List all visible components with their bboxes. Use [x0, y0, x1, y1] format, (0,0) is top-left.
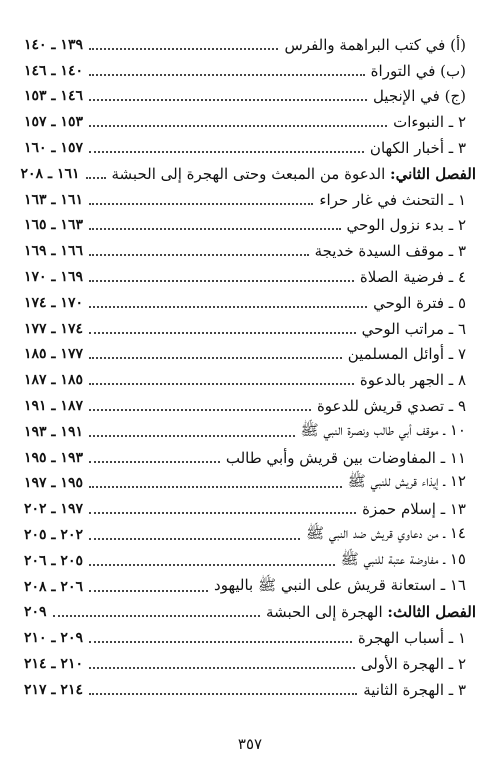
page-range: ١٤٦ ـ ١٥٣	[24, 88, 83, 105]
page-range: ٢٠٥ ـ ٢٠٦	[24, 552, 83, 569]
entry-title: ٨ ـ الجهر بالدعوة	[359, 371, 466, 390]
entry-title: ٤ ـ فرضية الصلاة	[359, 268, 466, 287]
dot-leader	[89, 511, 356, 514]
entry-title: ٥ ـ فترة الوحي	[373, 293, 466, 312]
dot-leader	[89, 666, 355, 669]
page-number: ٣٥٧	[237, 735, 263, 753]
dot-leader	[89, 305, 367, 308]
toc-entry	[24, 445, 476, 471]
toc-entry	[24, 58, 476, 84]
dot-leader	[89, 563, 335, 566]
dot-leader	[89, 537, 300, 540]
chapter-label: الفصل الثاني:	[390, 164, 476, 183]
page-range: ١٤٠ ـ ١٤٦	[24, 62, 83, 79]
dot-leader	[89, 382, 354, 385]
dot-leader	[89, 485, 342, 488]
toc-entry	[24, 290, 476, 316]
dot-leader	[89, 73, 365, 76]
dot-leader	[89, 460, 220, 463]
entry-title: ١ ـ التحنث في غار حراء	[319, 190, 466, 209]
entry-title: (ج) في الإنجيل	[372, 87, 466, 106]
page-range: ١٦٦ ـ ١٦٩	[24, 243, 83, 260]
entry-title: ٢ ـ النبوءات	[393, 113, 466, 132]
dot-leader	[53, 614, 260, 617]
dot-leader	[89, 227, 341, 230]
entry-title: ٣ ـ أخبار الكهان	[369, 139, 466, 158]
entry-title: ١٣ ـ إسلام حمزة	[362, 500, 466, 519]
entry-title: ٣ ـ موقف السيدة خديجة	[314, 242, 466, 261]
page-range: ٢٠٦ ـ ٢٠٨	[24, 578, 83, 595]
toc-entry	[24, 187, 476, 213]
entry-title: ٣ ـ الهجرة الثانية	[363, 680, 466, 699]
page-range: ١٦١ ـ ١٦٣	[24, 191, 83, 208]
entry-title: ١ ـ أسباب الهجرة	[357, 629, 466, 648]
dot-leader	[89, 589, 208, 592]
chapter-heading	[20, 161, 476, 187]
page-range: ٢٠٩	[24, 604, 47, 621]
entry-title: ٢ ـ الهجرة الأولى	[360, 655, 466, 674]
entry-title: ١٦ ـ استعانة قريش على النبي ﷺ باليهود	[214, 575, 466, 594]
dot-leader	[89, 253, 309, 256]
page-range: ١٨٥ ـ ١٨٧	[24, 372, 83, 389]
toc-entry	[24, 522, 476, 548]
dot-leader	[89, 47, 279, 50]
toc-entry	[24, 651, 476, 677]
dot-leader	[89, 692, 357, 695]
dot-leader	[89, 150, 364, 153]
entry-title: ١٥ ـ مفاوضة عتبة للنبي ﷺ	[340, 549, 466, 568]
toc-entry	[24, 471, 476, 497]
page-range: ١٦٩ ـ ١٧٠	[24, 269, 83, 286]
entry-title: ٢ ـ بدء نزول الوحي	[346, 216, 466, 235]
toc-entry	[24, 574, 476, 600]
chapter-title	[266, 603, 476, 621]
toc-entry	[24, 213, 476, 239]
page-range: ٢١٠ ـ ٢١٤	[24, 656, 83, 673]
chapter-subject: الهجرة إلى الحبشة	[266, 603, 388, 622]
page-range: ١٣٩ ـ ١٤٠	[24, 36, 83, 53]
dot-leader	[89, 434, 295, 437]
entry-title: ١٢ ـ إيذاء قريش للنبي ﷺ	[347, 472, 466, 491]
page-range: ١٨٧ ـ ١٩١	[24, 398, 83, 415]
entry-title: ١٤ ـ من دعاوي قريش ضد النبي ﷺ	[305, 524, 466, 543]
dot-leader	[89, 279, 354, 282]
page-range: ١٧٤ ـ ١٧٧	[24, 320, 83, 337]
toc-entry	[24, 84, 476, 110]
toc-entry	[24, 419, 476, 445]
toc-entry	[24, 238, 476, 264]
entry-title: (ب) في التوراة	[370, 61, 466, 80]
chapter-heading	[24, 600, 476, 626]
page-range: ٢١٤ ـ ٢١٧	[24, 681, 83, 698]
toc-entry	[24, 677, 476, 703]
toc-entry	[24, 393, 476, 419]
entry-title: ١١ ـ المفاوضات بين قريش وأبي طالب	[225, 448, 466, 467]
page-range: ١٦٣ ـ ١٦٥	[24, 217, 83, 234]
entry-title: ٧ ـ أوائل المسلمين	[347, 345, 466, 364]
table-of-contents	[20, 32, 476, 703]
entry-title: (أ) في كتب البراهمة والفرس	[284, 35, 466, 54]
dot-leader	[89, 640, 352, 643]
dot-leader	[89, 124, 387, 127]
page-range: ١٩١ ـ ١٩٣	[24, 423, 83, 440]
toc-entry	[24, 496, 476, 522]
toc-entry	[24, 625, 476, 651]
page-range: ١٥٧ ـ ١٦٠	[24, 140, 83, 157]
chapter-label: الفصل الثالث:	[387, 603, 476, 622]
page-range: ١٥٣ ـ ١٥٧	[24, 114, 83, 131]
entry-title: ٦ ـ مراتب الوحي	[361, 319, 466, 338]
toc-entry	[24, 109, 476, 135]
dot-leader	[89, 356, 342, 359]
page-range: ١٩٥ ـ ١٩٧	[24, 475, 83, 492]
toc-entry	[24, 264, 476, 290]
dot-leader	[86, 176, 106, 179]
page-range: ١٧٧ ـ ١٨٥	[24, 346, 83, 363]
toc-entry	[24, 367, 476, 393]
dot-leader	[89, 331, 356, 334]
entry-title: ٩ ـ تصدي قريش للدعوة	[316, 397, 466, 416]
entry-title: ١٠ ـ موقف أبي طالب ونصرة النبي ﷺ	[300, 420, 466, 439]
chapter-subject: الدعوة من المبعث وحتى الهجرة إلى الحبشة	[111, 164, 391, 183]
page-range: ١٩٣ ـ ١٩٥	[24, 449, 83, 466]
page-range: ١٩٧ ـ ٢٠٢	[24, 501, 83, 518]
page-range: ١٦١ ـ ٢٠٨	[20, 165, 80, 182]
toc-entry	[24, 316, 476, 342]
toc-entry	[24, 135, 476, 161]
page-range: ٢٠٩ ـ ٢١٠	[24, 630, 83, 647]
dot-leader	[89, 202, 313, 205]
chapter-title	[112, 165, 477, 183]
dot-leader	[89, 98, 367, 101]
toc-entry	[24, 342, 476, 368]
page-range: ٢٠٢ ـ ٢٠٥	[24, 527, 83, 544]
dot-leader	[89, 408, 311, 411]
toc-entry	[24, 548, 476, 574]
page-range: ١٧٠ ـ ١٧٤	[24, 294, 83, 311]
toc-entry	[24, 32, 476, 58]
